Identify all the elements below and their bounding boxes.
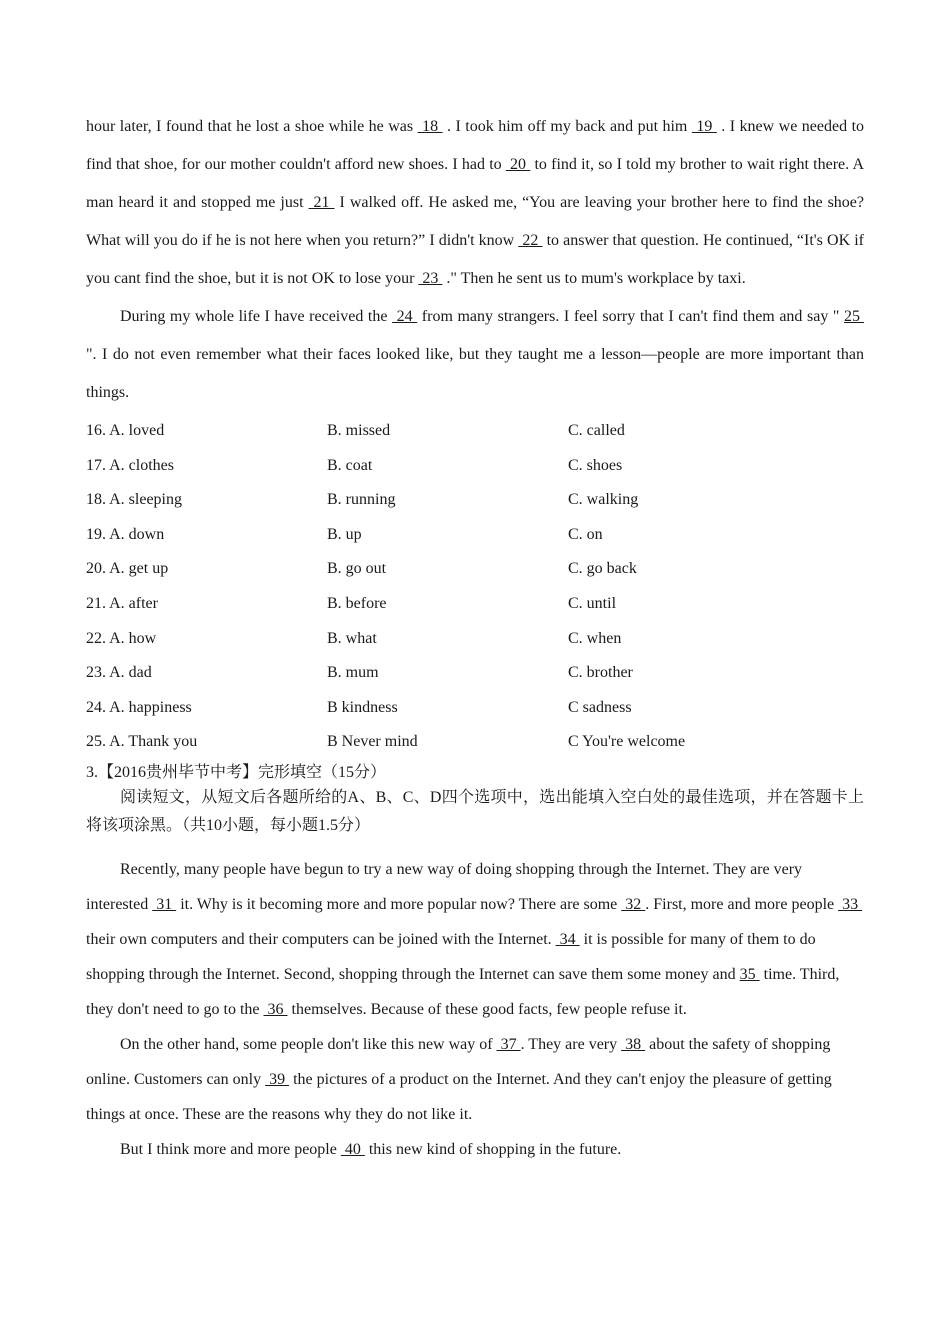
option-row [86, 414, 864, 449]
option-row [86, 622, 864, 657]
option-row [86, 725, 864, 760]
text-run: about the safety of shopping online. Customers can only [86, 1035, 831, 1088]
passage1-paragraph-2 [86, 298, 864, 412]
answer-blank: 34 [555, 930, 580, 948]
text-run: it is possible for many of them to do shopping through the Internet. Second, shopping through the Internet can save them some money and [86, 930, 816, 983]
text-run: . They are very [520, 1035, 622, 1053]
passage1-paragraph-1 [86, 108, 864, 298]
option-a: 17. A. clothes [86, 456, 174, 474]
option-b: B. missed [327, 422, 391, 439]
answer-blank: 22 [518, 232, 543, 249]
passage2-paragraph-2 [86, 1027, 864, 1132]
option-c: C. walking [568, 491, 639, 509]
text-run: I walked off. He asked me, “You are leaving your brother here to find the shoe? What will you do if he is not here when you return?” I didn't know [86, 194, 865, 249]
text-run: . I took him off my back and put him [442, 118, 692, 135]
text-run: But I think more and more people [120, 1140, 341, 1158]
text-run: time. Third, they don't need to go to the [86, 965, 840, 1018]
answer-blank: 21 [308, 194, 335, 211]
option-c: C sadness [568, 698, 632, 716]
answer-blank: 25 [844, 308, 865, 325]
answer-blank: 39 [265, 1070, 290, 1088]
text-run: to answer that question. He continued, “It's OK if you cant find the shoe, but it is not OK to lose your [86, 232, 864, 287]
option-row [86, 518, 864, 553]
answer-blank: 32 [621, 895, 646, 913]
option-b: B. go out [327, 560, 387, 578]
option-b: B. mum [327, 664, 379, 682]
option-b: B. running [327, 491, 396, 509]
option-c: C. when [568, 629, 622, 647]
text-run: the pictures of a product on the Internet. And they can't enjoy the pleasure of getting things at once. These are the reasons why they do not like it. [86, 1070, 832, 1123]
answer-blank: 40 [340, 1140, 365, 1158]
text-run: On the other hand, some people don't like this new way of [120, 1035, 497, 1053]
section-instructions: 阅读短文，从短文后各题所给的A、B、C、D四个选项中，选出能填入空白处的最佳选项，并在答题卡上将该项涂黑。（共10小题，每小题1.5分） [86, 788, 864, 834]
option-a: 16. A. loved [86, 422, 165, 439]
option-row [86, 656, 864, 691]
passage2-paragraph-3 [86, 1132, 864, 1167]
option-c: C. called [568, 422, 625, 439]
option-c: C. go back [568, 560, 637, 578]
answer-blank: 19 [691, 118, 717, 135]
text-run: ." Then he sent us to mum's workplace by taxi. [442, 270, 746, 287]
text-run: themselves. Because of these good facts, few people refuse it. [287, 1000, 687, 1018]
answer-blank: 18 [417, 118, 443, 135]
answer-blank: 31 [152, 895, 177, 913]
option-c: C. brother [568, 664, 633, 682]
answer-blank: 36 [263, 1000, 288, 1018]
option-c: C. until [568, 594, 617, 612]
text-run: Recently, many people have begun to try a new way of doing shopping through the Internet. They are very interested [86, 860, 803, 913]
text-run: it. Why is it becoming more and more popular now? There are some [176, 895, 622, 913]
text-run: During my whole life I have received the [120, 308, 393, 325]
section-heading: 3.【2016贵州毕节中考】完形填空（15分） [86, 763, 387, 781]
text-run: from many strangers. I feel sorry that I can't find them and say " [417, 308, 845, 325]
answer-blank: 37 [496, 1035, 521, 1053]
option-c: C You're welcome [568, 733, 686, 751]
text-run: hour later, I found that he lost a shoe while he was [86, 118, 418, 135]
answer-blank: 33 [838, 895, 863, 913]
option-b: B. before [327, 594, 387, 612]
text-run: . I knew we needed to find that shoe, for our mother couldn't afford new shoes. I had to [86, 118, 865, 173]
answer-blank: 20 [505, 156, 531, 173]
option-a: 18. A. sleeping [86, 491, 182, 509]
text-run: their own computers and their computers can be joined with the Internet. [86, 930, 556, 948]
text-run: to find it, so I told my brother to wait right there. A man heard it and stopped me just [86, 156, 865, 211]
text-run: . First, more and more people [645, 895, 839, 913]
options-table [86, 414, 864, 760]
option-row [86, 552, 864, 587]
option-row [86, 691, 864, 726]
option-row [86, 449, 864, 484]
option-b: B. what [327, 629, 377, 647]
option-a: 20. A. get up [86, 560, 169, 578]
passage2-paragraph-1 [86, 852, 864, 1027]
answer-blank: 38 [621, 1035, 646, 1053]
text-run: this new kind of shopping in the future. [364, 1140, 622, 1158]
answer-blank: 23 [418, 270, 443, 287]
option-b: B. coat [327, 456, 373, 474]
option-a: 21. A. after [86, 594, 158, 612]
option-c: C. on [568, 525, 603, 543]
answer-blank: 24 [392, 308, 418, 325]
option-a: 25. A. Thank you [86, 733, 198, 751]
option-a: 24. A. happiness [86, 698, 192, 716]
document-page [86, 108, 864, 1167]
option-a: 19. A. down [86, 525, 165, 543]
option-c: C. shoes [568, 456, 623, 474]
answer-blank: 35 [739, 965, 760, 983]
option-b: B. up [327, 525, 362, 543]
option-a: 23. A. dad [86, 664, 152, 682]
option-row [86, 483, 864, 518]
option-row [86, 587, 864, 622]
option-a: 22. A. how [86, 629, 157, 647]
option-b: B Never mind [327, 733, 418, 751]
option-b: B kindness [327, 698, 398, 716]
text-run: ". I do not even remember what their faces looked like, but they taught me a lesson—people are more important than things. [86, 346, 864, 401]
